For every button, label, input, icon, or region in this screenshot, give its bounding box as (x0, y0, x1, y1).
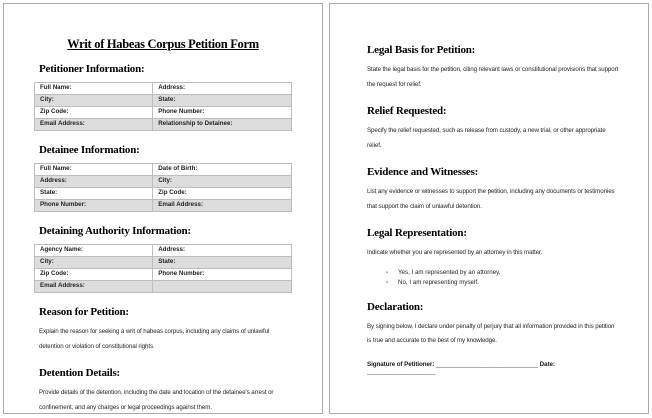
field-label: Phone Number: (35, 200, 153, 212)
field-label: Address: (35, 176, 153, 188)
section-detention-details (39, 367, 292, 415)
reason-section-heading: Reason for Petition: (39, 306, 129, 318)
field-label: State: (35, 188, 153, 200)
table-row (35, 257, 292, 269)
date-label: Date: (539, 360, 555, 368)
table-row (35, 200, 292, 212)
section-evidence-and-witnesses (367, 166, 617, 214)
section-relief-requested (367, 105, 617, 153)
table-row (35, 188, 292, 200)
field-label: Address: (153, 245, 292, 257)
field-label: Email Address: (35, 119, 153, 131)
detainee-info-table (34, 163, 292, 212)
list-item (386, 268, 616, 278)
table-row (35, 164, 292, 176)
list-item (386, 278, 616, 288)
form-title: Writ of Habeas Corpus Petition Form (67, 37, 259, 51)
detaining-authority-table (34, 244, 292, 293)
field-label: Zip Code: (35, 107, 153, 119)
field-label: Zip Code: (35, 269, 153, 281)
table-row (35, 83, 292, 95)
section-petitioner-information (39, 63, 292, 131)
field-label: Zip Code: (153, 188, 292, 200)
relief-section-heading: Relief Requested: (367, 105, 447, 117)
field-label: State: (153, 257, 292, 269)
page-2-content (330, 4, 648, 375)
page-1-content (4, 37, 322, 415)
field-label: Full Name: (35, 164, 153, 176)
option-text: Yes, I am represented by an attorney. (398, 268, 501, 276)
instruction-text: Explain the reason for seeking a writ of habeas corpus, including any claims of unlawful detention or violation of constitutional rights. (39, 328, 270, 350)
instruction-text: State the legal basis for the petition, citing relevant laws or constitutional provisions that support the request for relief. (367, 66, 619, 88)
date-blank-line: ____________________ (367, 367, 436, 375)
instruction-text: Specify the relief requested, such as release from custody, a new trial, or other appropriate relief. (367, 127, 606, 149)
field-label: Phone Number: (153, 107, 292, 119)
authority-section-heading: Detaining Authority Information: (39, 225, 191, 237)
field-label: State: (153, 95, 292, 107)
field-label: Email Address: (153, 200, 292, 212)
signature-blank-line: ______________________________ (435, 360, 538, 368)
section-legal-basis (367, 44, 617, 92)
instruction-text: List any evidence or witnesses to support the petition, including any documents or testimonies that support the claim of unlawful detention. (367, 188, 615, 210)
instruction-text: Provide details of the detention, including the date and location of the detainee's arrest or confinement, and any charges or legal proceedings against them. (39, 389, 274, 411)
section-legal-representation (367, 227, 617, 288)
section-detaining-authority-information (39, 225, 292, 293)
section-reason-for-petition (39, 306, 292, 354)
section-declaration (367, 301, 617, 349)
field-label: Relationship to Detainee: (153, 119, 292, 131)
field-label (153, 281, 292, 293)
field-label: Address: (153, 83, 292, 95)
table-row (35, 281, 292, 293)
table-row (35, 176, 292, 188)
detainee-section-heading: Detainee Information: (39, 144, 140, 156)
field-label: Email Address: (35, 281, 153, 293)
instruction-text: Indicate whether you are represented by an attorney in this matter. (367, 249, 543, 256)
bullet-dash: - (386, 278, 389, 286)
document-page-1 (3, 3, 323, 414)
representation-section-heading: Legal Representation: (367, 227, 467, 239)
field-label: Date of Birth: (153, 164, 292, 176)
detention-section-heading: Detention Details: (39, 367, 121, 379)
petitioner-section-heading: Petitioner Information: (39, 63, 145, 75)
field-label: City: (153, 176, 292, 188)
field-label: City: (35, 95, 153, 107)
signature-label: Signature of Petitioner: (367, 360, 435, 368)
field-label: Full Name: (35, 83, 153, 95)
declaration-section-heading: Declaration: (367, 300, 424, 313)
option-text: No, I am representing myself. (398, 278, 479, 286)
table-row (35, 119, 292, 131)
bullet-dash: - (386, 268, 389, 276)
instruction-text: By signing below, I declare under penalty of perjury that all information provided in this petition is true and accurate to the best of my knowledge. (367, 322, 615, 344)
section-detainee-information (39, 144, 292, 212)
field-label: City: (35, 257, 153, 269)
signature-row (367, 361, 617, 375)
evidence-section-heading: Evidence and Witnesses: (367, 166, 479, 178)
table-row (35, 95, 292, 107)
document-page-2 (329, 3, 649, 414)
table-row (35, 107, 292, 119)
representation-options-list (386, 268, 616, 288)
field-label: Agency Name: (35, 245, 153, 257)
table-row (35, 245, 292, 257)
petitioner-info-table (34, 82, 292, 131)
table-row (35, 269, 292, 281)
field-label: Phone Number: (153, 269, 292, 281)
legal-basis-section-heading: Legal Basis for Petition: (367, 44, 476, 56)
